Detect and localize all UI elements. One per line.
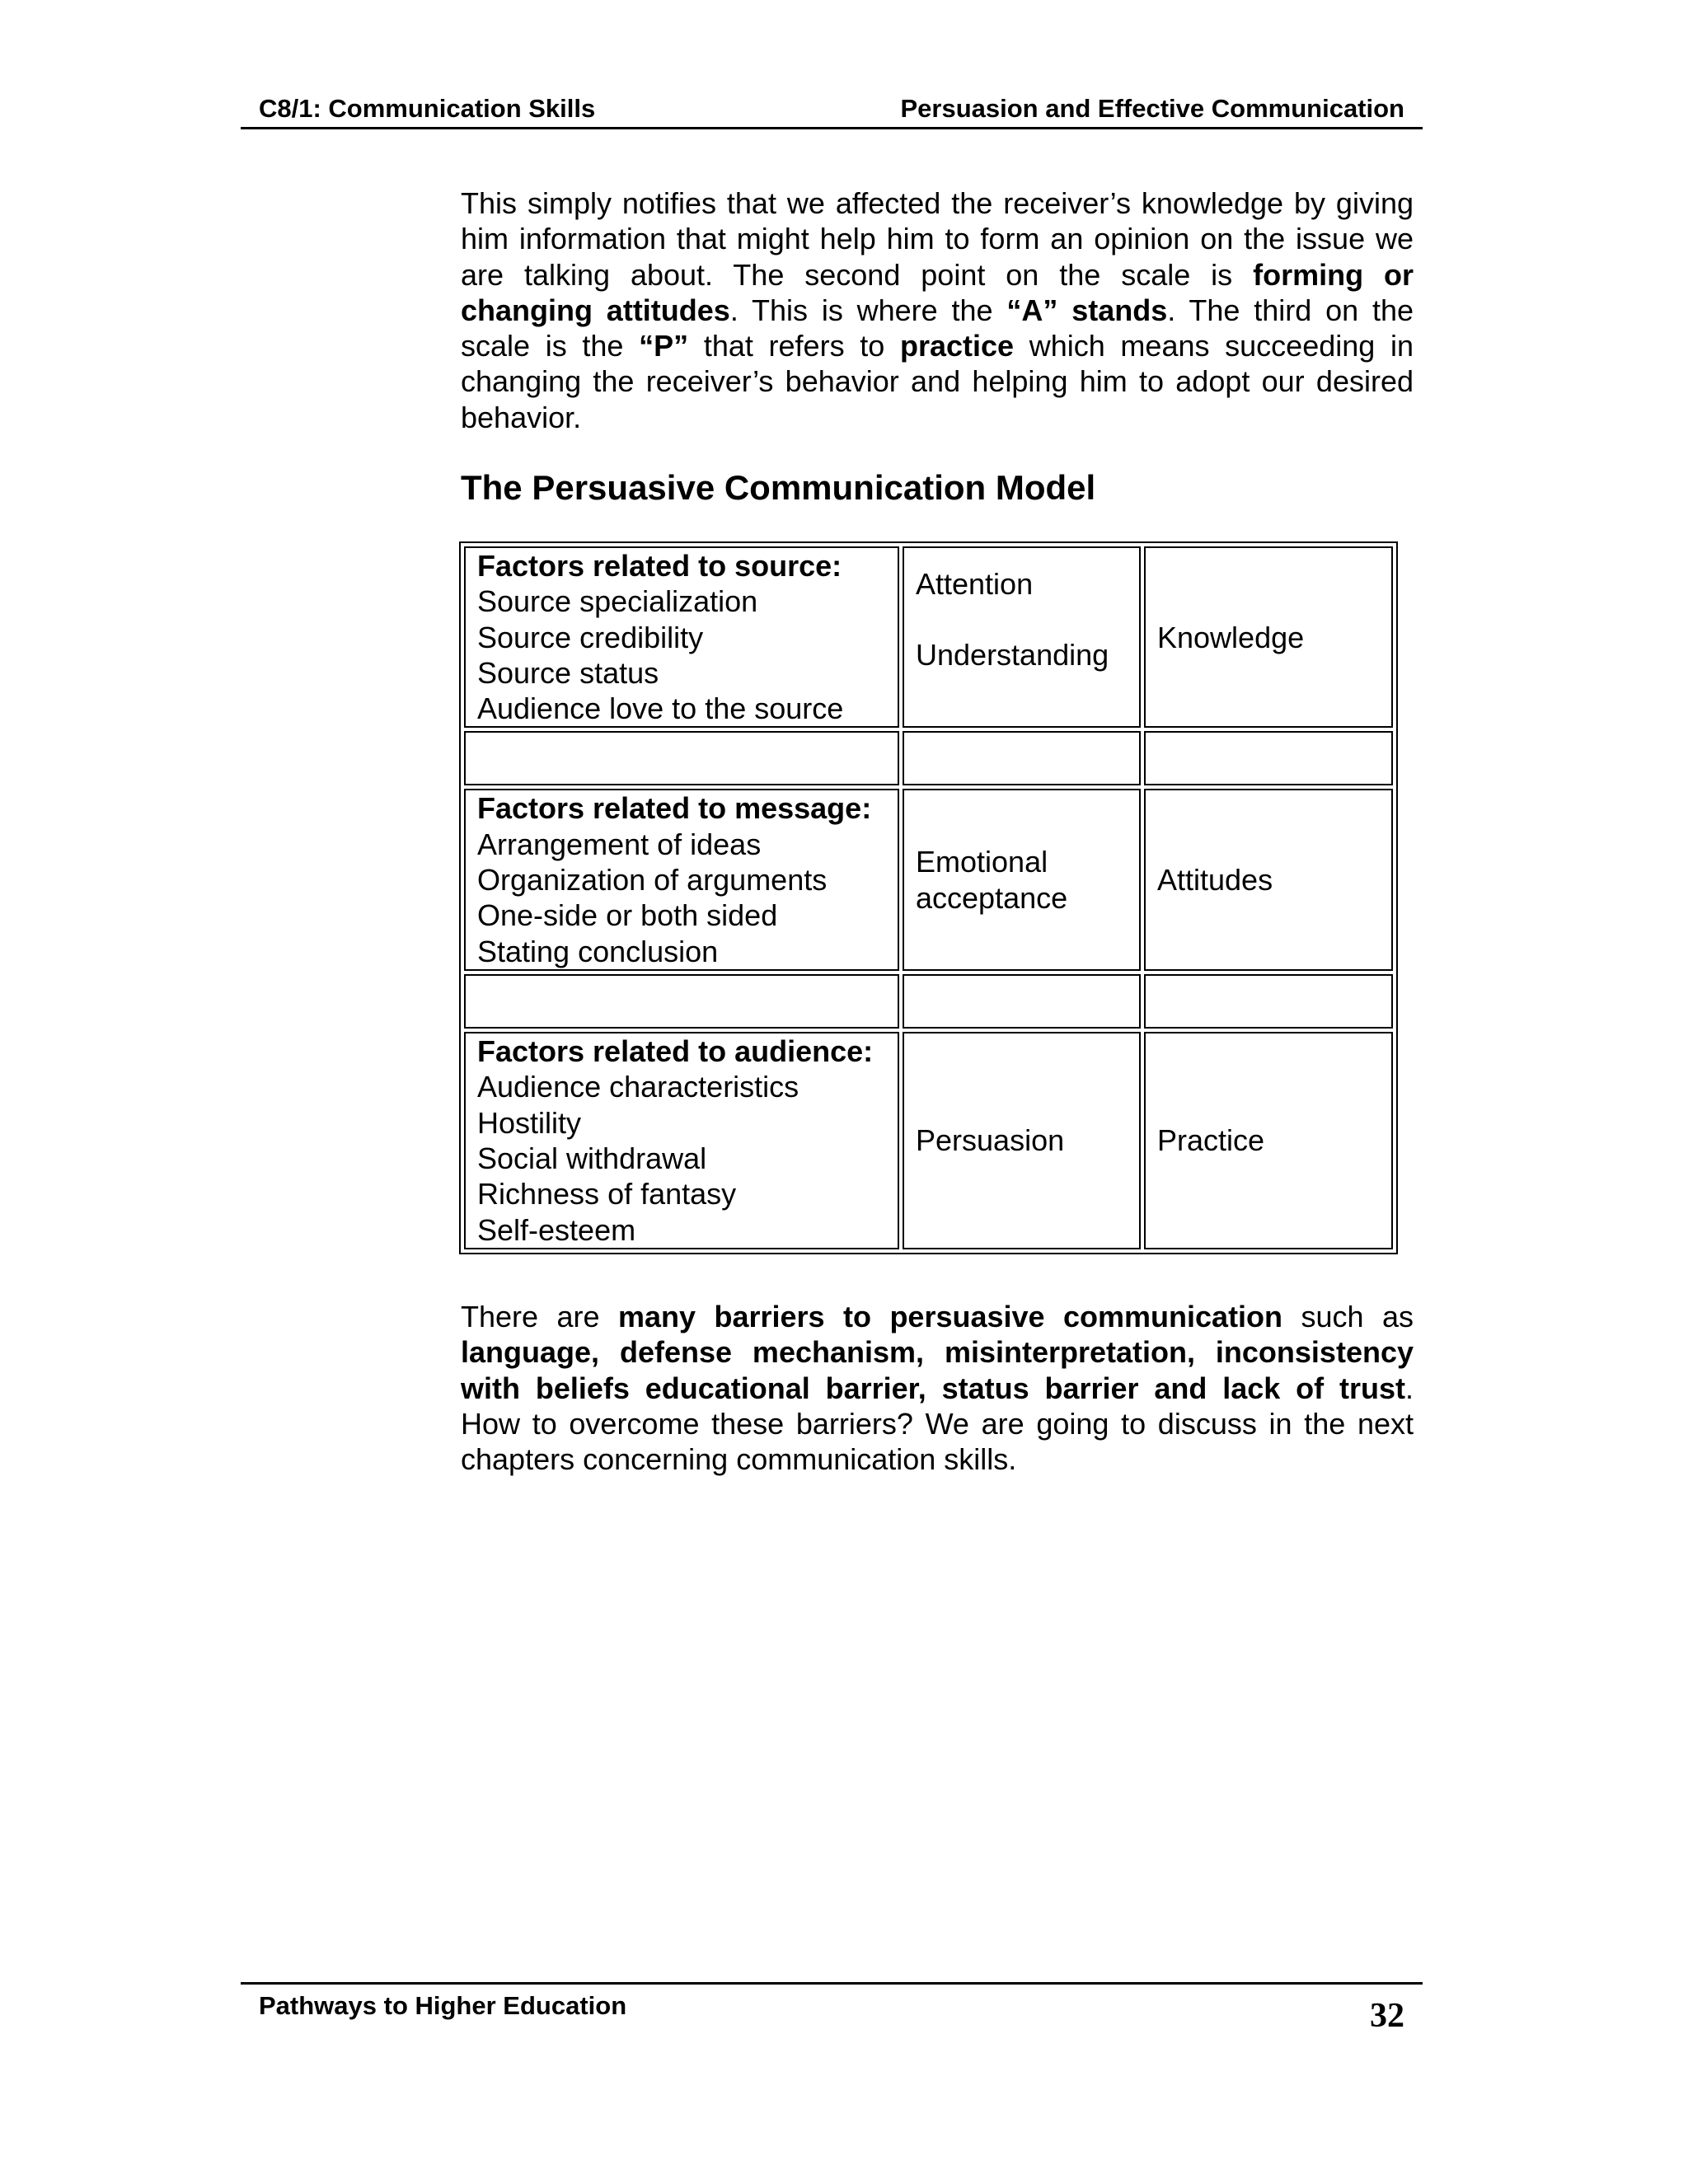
message-factor-item: One-side or both sided [477,898,778,933]
outcome-practice: Practice [1157,1123,1265,1158]
audience-outcome-cell [1144,1032,1393,1249]
source-outcome-cell [1144,546,1393,728]
closing-paragraph [461,1299,1414,1477]
outcome-knowledge: Knowledge [1157,620,1305,654]
stage-attention: Attention [916,566,1034,601]
empty-cell [1144,974,1393,1029]
audience-factor-item: Hostility [477,1105,582,1140]
audience-factor-item: Self-esteem [477,1212,636,1247]
audience-factors-cell [464,1032,899,1249]
header-course-title: C8/1: Communication Skills [259,94,596,123]
message-factor-item: Organization of arguments [477,863,828,898]
intro-text: which means succeeding in changing the receiver’s behavior and helping him to adopt our desired behavior. [461,329,1414,434]
intro-text: . The third on the scale is the [461,293,1414,363]
empty-cell [903,974,1141,1029]
stage-emotional: Emotional [916,845,1048,879]
audience-row [464,1032,1393,1249]
outcome-attitudes: Attitudes [1157,863,1273,898]
source-factor-item: Audience love to the source [477,691,844,726]
empty-cell [464,974,899,1029]
source-factors-title: Factors related to source: [477,549,842,583]
message-outcome-cell [1144,789,1393,970]
intro-text: This simply notifies that we affected the receiver’s knowledge by giving him information that might help him to form an opinion on the issue we are talking about. The second point on the scale is [461,186,1414,292]
source-factor-item: Source status [477,655,659,690]
section-heading: The Persuasive Communication Model [461,468,1096,507]
empty-cell [903,731,1141,785]
empty-cell [1144,731,1393,785]
intro-paragraph [461,185,1414,435]
message-factors-cell [464,789,899,970]
source-row [464,546,1393,728]
stage-understanding: Understanding [916,638,1109,673]
audience-stage-cell [903,1032,1141,1249]
source-stage-cell [903,546,1141,728]
message-row [464,789,1393,970]
stage-persuasion: Persuasion [916,1123,1065,1158]
source-factor-item: Source credibility [477,620,704,654]
audience-factor-item: Audience characteristics [477,1070,799,1104]
message-factor-item: Arrangement of ideas [477,827,762,861]
intro-bold-p: “P” [639,329,689,363]
header-chapter-title: Persuasion and Effective Communication [900,94,1404,123]
empty-cell [464,731,899,785]
closing-bold-barriers: many barriers to persuasive communication [617,1300,1283,1333]
message-factor-item: Stating conclusion [477,934,719,968]
audience-factor-item: Richness of fantasy [477,1177,737,1212]
message-stage-cell [903,789,1141,970]
closing-text: such as [1282,1300,1414,1333]
closing-text: There are [461,1300,618,1333]
closing-bold-barrier-list: language, defense mechanism, misinterpretation, inconsistency with beliefs educational barrier, status barrier and lack of trust [461,1335,1414,1405]
message-factors-title: Factors related to message: [477,791,872,826]
page-header [241,92,1423,129]
spacer-row [464,974,1393,1029]
intro-bold-attitudes: forming or changing attitudes [461,257,1414,327]
page-number: 32 [1370,1997,1404,2035]
audience-factor-item: Social withdrawal [477,1141,707,1175]
closing-text: . How to overcome these barriers? We are going to discuss in the next chapters concerning communication skills. [461,1371,1414,1477]
intro-text: . This is where the [729,293,1007,327]
page-footer [241,1982,1423,2035]
source-factors-cell [464,546,899,728]
audience-factors-title: Factors related to audience: [477,1034,874,1069]
stage-acceptance: acceptance [916,880,1068,915]
intro-text: that refers to [688,329,900,363]
footer-title: Pathways to Higher Education [259,1991,627,2020]
persuasive-model-table [459,541,1398,1254]
intro-bold-a-stands: “A” stands [1006,293,1168,327]
intro-bold-practice: practice [899,329,1015,363]
spacer-row [464,731,1393,785]
source-factor-item: Source specialization [477,584,758,619]
